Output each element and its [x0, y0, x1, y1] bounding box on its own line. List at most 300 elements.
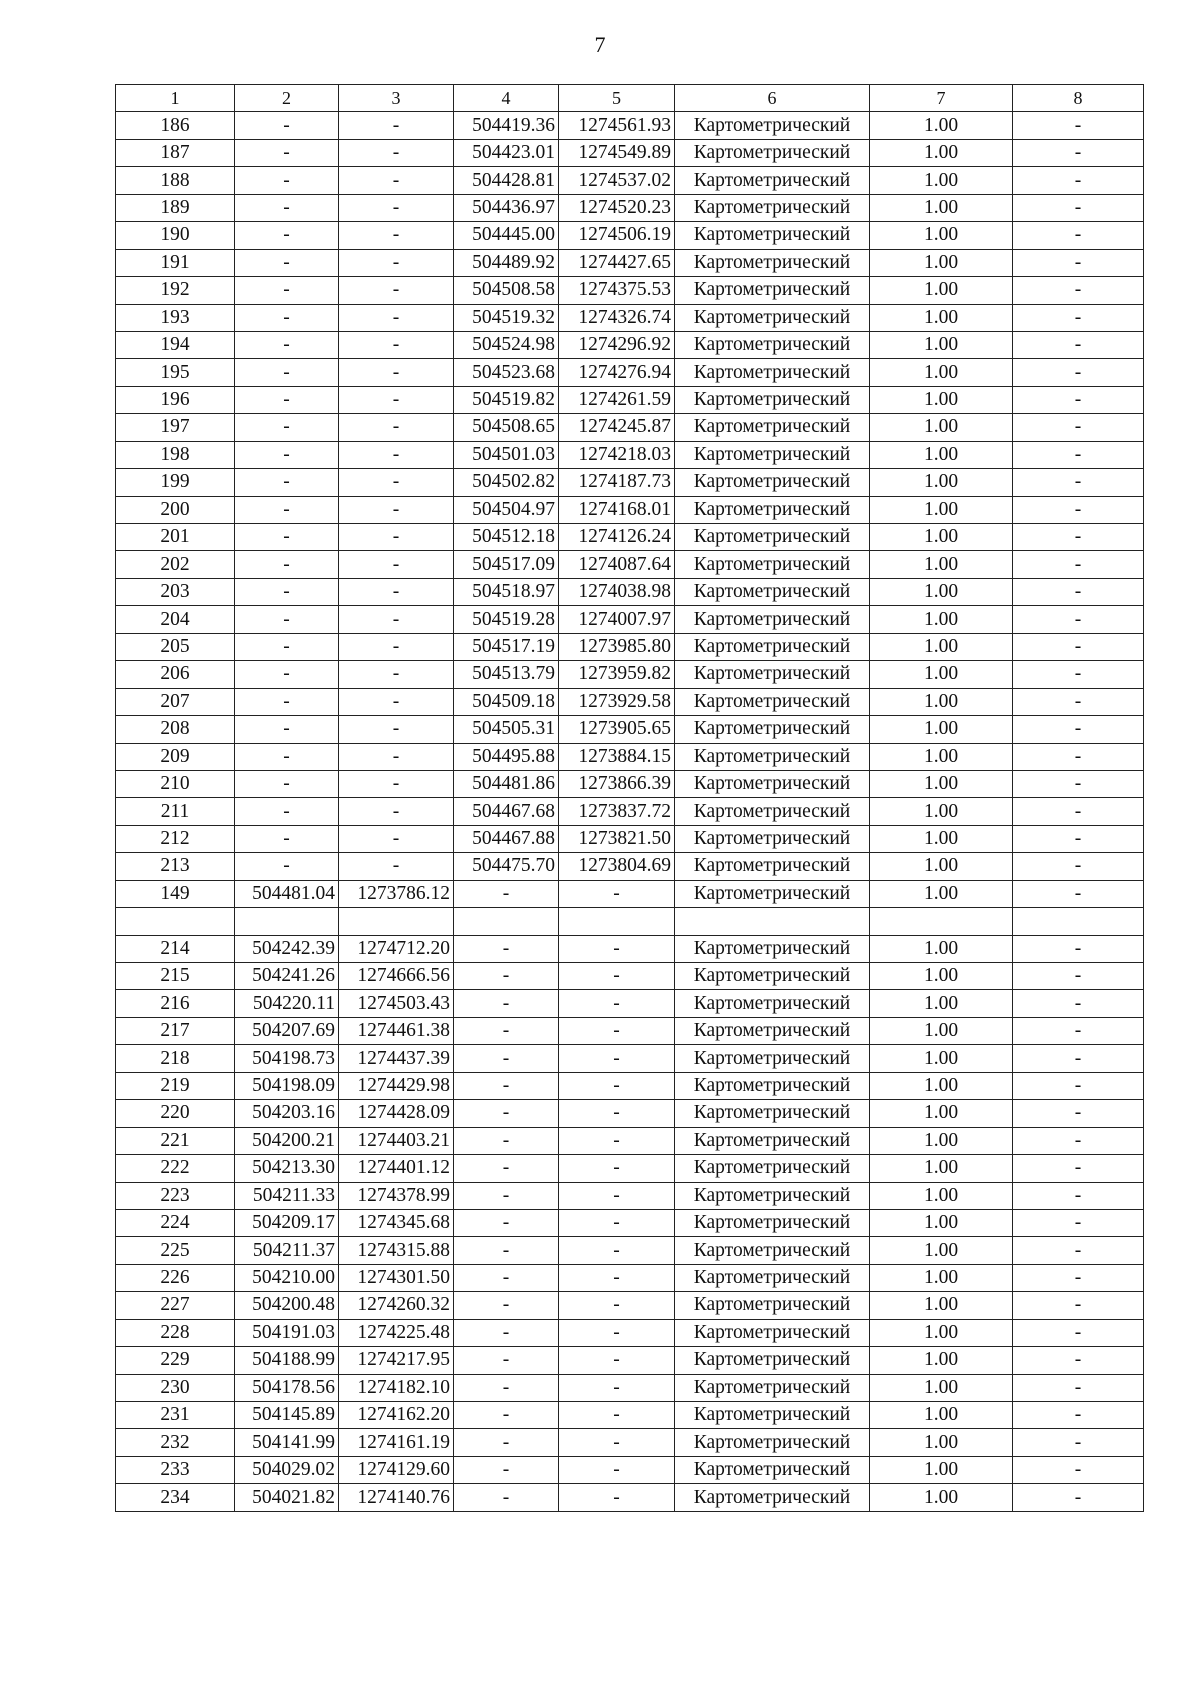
cell-accuracy: 1.00 — [870, 990, 1013, 1017]
cell-description: - — [1013, 770, 1144, 797]
table-row — [116, 935, 1144, 962]
cell-accuracy: 1.00 — [870, 825, 1013, 852]
cell-new-y: 1274520.23 — [559, 194, 675, 221]
cell-method: Картометрический — [675, 1484, 870, 1511]
cell-existing-y: - — [339, 112, 454, 139]
cell-description: - — [1013, 990, 1144, 1017]
cell-point-number: 220 — [116, 1100, 235, 1127]
cell-description: - — [1013, 1072, 1144, 1099]
cell-point-number: 227 — [116, 1292, 235, 1319]
table-row — [116, 524, 1144, 551]
cell-existing-x: - — [235, 222, 339, 249]
cell-description: - — [1013, 578, 1144, 605]
cell-accuracy: 1.00 — [870, 853, 1013, 880]
cell-new-x: 504513.79 — [454, 661, 559, 688]
cell-description: - — [1013, 496, 1144, 523]
cell-new-x: - — [454, 1374, 559, 1401]
cell-new-y: - — [559, 1264, 675, 1291]
cell-new-y: - — [559, 990, 675, 1017]
cell-description: - — [1013, 606, 1144, 633]
cell-method: Картометрический — [675, 1402, 870, 1429]
cell-point-number: 216 — [116, 990, 235, 1017]
cell-accuracy: 1.00 — [870, 167, 1013, 194]
cell-description: - — [1013, 1127, 1144, 1154]
table-row — [116, 661, 1144, 688]
cell-new-x: - — [454, 1292, 559, 1319]
cell-new-y: - — [559, 1127, 675, 1154]
table-row — [116, 469, 1144, 496]
table-row — [116, 1374, 1144, 1401]
cell-new-y: - — [559, 963, 675, 990]
table-row — [116, 1429, 1144, 1456]
cell-point-number: 209 — [116, 743, 235, 770]
cell-existing-x: - — [235, 277, 339, 304]
cell-new-y: 1273804.69 — [559, 853, 675, 880]
cell-point-number: 189 — [116, 194, 235, 221]
cell-method: Картометрический — [675, 469, 870, 496]
cell-method: Картометрический — [675, 1456, 870, 1483]
cell-existing-x: - — [235, 551, 339, 578]
cell-method: Картометрический — [675, 1045, 870, 1072]
cell-existing-y: 1274140.76 — [339, 1484, 454, 1511]
cell-existing-x: - — [235, 770, 339, 797]
cell-existing-y: - — [339, 633, 454, 660]
cell-existing-x: - — [235, 716, 339, 743]
cell-new-y — [559, 908, 675, 935]
cell-new-x: - — [454, 1347, 559, 1374]
cell-existing-y: 1274429.98 — [339, 1072, 454, 1099]
cell-existing-x: 504203.16 — [235, 1100, 339, 1127]
cell-method — [675, 908, 870, 935]
cell-point-number: 233 — [116, 1456, 235, 1483]
table-row — [116, 743, 1144, 770]
cell-point-number: 234 — [116, 1484, 235, 1511]
cell-point-number: 202 — [116, 551, 235, 578]
cell-existing-y: - — [339, 853, 454, 880]
header-cell-3: 3 — [339, 85, 454, 112]
cell-accuracy: 1.00 — [870, 1484, 1013, 1511]
cell-method: Картометрический — [675, 578, 870, 605]
cell-new-x: 504517.19 — [454, 633, 559, 660]
cell-description: - — [1013, 414, 1144, 441]
cell-new-x: 504523.68 — [454, 359, 559, 386]
cell-method: Картометрический — [675, 1209, 870, 1236]
cell-description: - — [1013, 1319, 1144, 1346]
cell-accuracy: 1.00 — [870, 606, 1013, 633]
cell-point-number: 225 — [116, 1237, 235, 1264]
cell-new-x: - — [454, 990, 559, 1017]
cell-description: - — [1013, 1264, 1144, 1291]
cell-existing-x: - — [235, 304, 339, 331]
table-row — [116, 963, 1144, 990]
cell-new-x: - — [454, 935, 559, 962]
cell-description: - — [1013, 1347, 1144, 1374]
cell-new-y: 1273884.15 — [559, 743, 675, 770]
cell-new-y: - — [559, 1209, 675, 1236]
cell-description: - — [1013, 633, 1144, 660]
cell-accuracy: 1.00 — [870, 716, 1013, 743]
table-row — [116, 414, 1144, 441]
cell-accuracy: 1.00 — [870, 798, 1013, 825]
cell-description: - — [1013, 661, 1144, 688]
cell-existing-y: 1274301.50 — [339, 1264, 454, 1291]
cell-method: Картометрический — [675, 1264, 870, 1291]
cell-existing-x: 504207.69 — [235, 1017, 339, 1044]
cell-accuracy: 1.00 — [870, 249, 1013, 276]
cell-new-x: 504519.28 — [454, 606, 559, 633]
cell-accuracy: 1.00 — [870, 222, 1013, 249]
table-row — [116, 222, 1144, 249]
cell-accuracy: 1.00 — [870, 1209, 1013, 1236]
cell-new-y: - — [559, 1484, 675, 1511]
cell-description: - — [1013, 1292, 1144, 1319]
cell-point-number: 232 — [116, 1429, 235, 1456]
cell-existing-y: 1274260.32 — [339, 1292, 454, 1319]
cell-existing-x: - — [235, 139, 339, 166]
cell-new-x: - — [454, 1045, 559, 1072]
cell-existing-y: - — [339, 194, 454, 221]
cell-existing-y: - — [339, 798, 454, 825]
cell-accuracy: 1.00 — [870, 139, 1013, 166]
header-row — [116, 85, 1144, 112]
cell-point-number: 219 — [116, 1072, 235, 1099]
cell-new-x: - — [454, 880, 559, 907]
table-row — [116, 167, 1144, 194]
table-row — [116, 386, 1144, 413]
cell-existing-x: - — [235, 469, 339, 496]
cell-existing-y: - — [339, 825, 454, 852]
cell-description: - — [1013, 304, 1144, 331]
cell-method: Картометрический — [675, 277, 870, 304]
cell-accuracy: 1.00 — [870, 1347, 1013, 1374]
cell-point-number: 230 — [116, 1374, 235, 1401]
cell-point-number: 192 — [116, 277, 235, 304]
cell-new-y: - — [559, 1182, 675, 1209]
cell-description: - — [1013, 386, 1144, 413]
cell-point-number: 205 — [116, 633, 235, 660]
cell-new-y: 1273985.80 — [559, 633, 675, 660]
cell-method: Картометрический — [675, 304, 870, 331]
cell-description: - — [1013, 1100, 1144, 1127]
cell-accuracy: 1.00 — [870, 304, 1013, 331]
cell-new-y: - — [559, 1237, 675, 1264]
cell-new-x: 504504.97 — [454, 496, 559, 523]
cell-new-x: 504428.81 — [454, 167, 559, 194]
cell-new-y: 1274007.97 — [559, 606, 675, 633]
cell-method: Картометрический — [675, 1182, 870, 1209]
cell-existing-y: - — [339, 661, 454, 688]
cell-new-y: - — [559, 1402, 675, 1429]
cell-existing-y: 1274315.88 — [339, 1237, 454, 1264]
cell-existing-y: - — [339, 249, 454, 276]
cell-accuracy: 1.00 — [870, 1429, 1013, 1456]
cell-point-number: 215 — [116, 963, 235, 990]
cell-existing-x: - — [235, 414, 339, 441]
cell-existing-x: - — [235, 825, 339, 852]
cell-description: - — [1013, 1209, 1144, 1236]
cell-accuracy — [870, 908, 1013, 935]
table-row — [116, 770, 1144, 797]
cell-method: Картометрический — [675, 1347, 870, 1374]
table-row — [116, 359, 1144, 386]
cell-description: - — [1013, 524, 1144, 551]
table-row — [116, 551, 1144, 578]
cell-new-y: - — [559, 1045, 675, 1072]
cell-point-number: 212 — [116, 825, 235, 852]
cell-new-y: 1274506.19 — [559, 222, 675, 249]
cell-method: Картометрический — [675, 853, 870, 880]
cell-description: - — [1013, 222, 1144, 249]
cell-new-y: 1273837.72 — [559, 798, 675, 825]
cell-point-number: 197 — [116, 414, 235, 441]
cell-description: - — [1013, 277, 1144, 304]
cell-new-x: - — [454, 1100, 559, 1127]
table-row — [116, 853, 1144, 880]
cell-point-number: 207 — [116, 688, 235, 715]
table-row — [116, 1319, 1144, 1346]
cell-existing-x: - — [235, 661, 339, 688]
cell-existing-x: - — [235, 853, 339, 880]
cell-method: Картометрический — [675, 688, 870, 715]
cell-accuracy: 1.00 — [870, 551, 1013, 578]
cell-new-x: - — [454, 1209, 559, 1236]
cell-point-number: 208 — [116, 716, 235, 743]
table-row — [116, 1402, 1144, 1429]
cell-new-y: 1273866.39 — [559, 770, 675, 797]
cell-new-y: - — [559, 1456, 675, 1483]
cell-description: - — [1013, 798, 1144, 825]
cell-description: - — [1013, 167, 1144, 194]
header-cell-7: 7 — [870, 85, 1013, 112]
cell-method: Картометрический — [675, 441, 870, 468]
cell-new-x — [454, 908, 559, 935]
table-row — [116, 1100, 1144, 1127]
cell-point-number: 196 — [116, 386, 235, 413]
cell-existing-y: - — [339, 331, 454, 358]
cell-existing-y: 1274378.99 — [339, 1182, 454, 1209]
cell-existing-x: 504178.56 — [235, 1374, 339, 1401]
cell-existing-y: 1274437.39 — [339, 1045, 454, 1072]
cell-description — [1013, 908, 1144, 935]
table-row — [116, 1017, 1144, 1044]
cell-existing-x: 504141.99 — [235, 1429, 339, 1456]
cell-accuracy: 1.00 — [870, 1456, 1013, 1483]
cell-method: Картометрический — [675, 990, 870, 1017]
cell-point-number: 217 — [116, 1017, 235, 1044]
cell-new-x: 504501.03 — [454, 441, 559, 468]
cell-method: Картометрический — [675, 386, 870, 413]
cell-accuracy: 1.00 — [870, 1319, 1013, 1346]
cell-method: Картометрический — [675, 551, 870, 578]
cell-method: Картометрический — [675, 139, 870, 166]
cell-new-y: - — [559, 1429, 675, 1456]
cell-accuracy: 1.00 — [870, 935, 1013, 962]
cell-existing-y: 1274182.10 — [339, 1374, 454, 1401]
cell-description: - — [1013, 249, 1144, 276]
cell-new-y: 1274218.03 — [559, 441, 675, 468]
cell-existing-y: 1274403.21 — [339, 1127, 454, 1154]
cell-new-x: - — [454, 1484, 559, 1511]
cell-accuracy: 1.00 — [870, 1402, 1013, 1429]
cell-new-y: 1274296.92 — [559, 331, 675, 358]
cell-method: Картометрический — [675, 1100, 870, 1127]
cell-method: Картометрический — [675, 743, 870, 770]
table-row — [116, 908, 1144, 935]
cell-existing-x: - — [235, 331, 339, 358]
cell-description: - — [1013, 1456, 1144, 1483]
cell-point-number: 199 — [116, 469, 235, 496]
table-row — [116, 1045, 1144, 1072]
cell-point-number: 149 — [116, 880, 235, 907]
cell-point-number: 228 — [116, 1319, 235, 1346]
cell-new-y: - — [559, 1319, 675, 1346]
cell-existing-y: 1274503.43 — [339, 990, 454, 1017]
cell-accuracy: 1.00 — [870, 1155, 1013, 1182]
table-row — [116, 1182, 1144, 1209]
cell-method: Картометрический — [675, 825, 870, 852]
cell-accuracy: 1.00 — [870, 743, 1013, 770]
cell-method: Картометрический — [675, 1155, 870, 1182]
cell-point-number: 226 — [116, 1264, 235, 1291]
cell-method: Картометрический — [675, 359, 870, 386]
cell-new-y: - — [559, 1072, 675, 1099]
table-row — [116, 331, 1144, 358]
cell-description: - — [1013, 1237, 1144, 1264]
cell-point-number: 190 — [116, 222, 235, 249]
cell-new-y: - — [559, 935, 675, 962]
cell-method: Картометрический — [675, 963, 870, 990]
cell-accuracy: 1.00 — [870, 1237, 1013, 1264]
cell-description: - — [1013, 331, 1144, 358]
cell-accuracy: 1.00 — [870, 359, 1013, 386]
cell-new-y: 1273821.50 — [559, 825, 675, 852]
cell-method: Картометрический — [675, 1237, 870, 1264]
cell-accuracy: 1.00 — [870, 661, 1013, 688]
cell-existing-y: - — [339, 743, 454, 770]
cell-existing-x: - — [235, 688, 339, 715]
cell-new-x: - — [454, 1127, 559, 1154]
table-row — [116, 249, 1144, 276]
cell-existing-x: 504029.02 — [235, 1456, 339, 1483]
cell-existing-x: 504209.17 — [235, 1209, 339, 1236]
cell-accuracy: 1.00 — [870, 1072, 1013, 1099]
cell-accuracy: 1.00 — [870, 441, 1013, 468]
cell-existing-y: 1274428.09 — [339, 1100, 454, 1127]
cell-new-x: 504519.32 — [454, 304, 559, 331]
cell-point-number: 210 — [116, 770, 235, 797]
cell-point-number: 231 — [116, 1402, 235, 1429]
cell-method: Картометрический — [675, 414, 870, 441]
cell-existing-y: - — [339, 496, 454, 523]
table-row — [116, 194, 1144, 221]
table-row — [116, 1209, 1144, 1236]
table-row — [116, 304, 1144, 331]
header-cell-8: 8 — [1013, 85, 1144, 112]
cell-new-x: - — [454, 1237, 559, 1264]
cell-accuracy: 1.00 — [870, 112, 1013, 139]
cell-accuracy: 1.00 — [870, 1264, 1013, 1291]
cell-method: Картометрический — [675, 661, 870, 688]
cell-method: Картометрический — [675, 880, 870, 907]
cell-existing-y: 1274129.60 — [339, 1456, 454, 1483]
cell-existing-y: 1274162.20 — [339, 1402, 454, 1429]
cell-description: - — [1013, 1374, 1144, 1401]
cell-method: Картометрический — [675, 112, 870, 139]
cell-existing-x: - — [235, 606, 339, 633]
cell-existing-x: - — [235, 112, 339, 139]
cell-method: Картометрический — [675, 1292, 870, 1319]
cell-description: - — [1013, 1017, 1144, 1044]
table-row — [116, 633, 1144, 660]
cell-existing-x: 504213.30 — [235, 1155, 339, 1182]
cell-description: - — [1013, 963, 1144, 990]
cell-existing-y: 1274217.95 — [339, 1347, 454, 1374]
cell-new-x: 504524.98 — [454, 331, 559, 358]
cell-method: Картометрический — [675, 167, 870, 194]
cell-existing-y: - — [339, 716, 454, 743]
cell-existing-y: - — [339, 222, 454, 249]
cell-existing-x: 504211.37 — [235, 1237, 339, 1264]
cell-new-x: 504509.18 — [454, 688, 559, 715]
table-row — [116, 578, 1144, 605]
cell-method: Картометрический — [675, 194, 870, 221]
cell-description: - — [1013, 112, 1144, 139]
cell-accuracy: 1.00 — [870, 770, 1013, 797]
cell-existing-x: - — [235, 743, 339, 770]
table-row — [116, 798, 1144, 825]
cell-accuracy: 1.00 — [870, 524, 1013, 551]
cell-existing-x: - — [235, 496, 339, 523]
cell-existing-y: - — [339, 578, 454, 605]
cell-point-number: 223 — [116, 1182, 235, 1209]
cell-new-y: 1274561.93 — [559, 112, 675, 139]
cell-existing-y: 1274161.19 — [339, 1429, 454, 1456]
cell-accuracy: 1.00 — [870, 277, 1013, 304]
cell-method: Картометрический — [675, 1017, 870, 1044]
cell-new-x: 504419.36 — [454, 112, 559, 139]
cell-new-x: - — [454, 1319, 559, 1346]
table-row — [116, 139, 1144, 166]
cell-new-y: 1273959.82 — [559, 661, 675, 688]
cell-method: Картометрический — [675, 1127, 870, 1154]
cell-description: - — [1013, 551, 1144, 578]
cell-existing-x: 504191.03 — [235, 1319, 339, 1346]
cell-description: - — [1013, 853, 1144, 880]
cell-existing-x: 504188.99 — [235, 1347, 339, 1374]
table-row — [116, 825, 1144, 852]
cell-existing-x: 504200.21 — [235, 1127, 339, 1154]
cell-method: Картометрический — [675, 770, 870, 797]
cell-description: - — [1013, 1484, 1144, 1511]
cell-existing-x: - — [235, 249, 339, 276]
cell-existing-x: 504145.89 — [235, 1402, 339, 1429]
cell-new-x: 504508.58 — [454, 277, 559, 304]
cell-new-x: - — [454, 1155, 559, 1182]
cell-point-number: 194 — [116, 331, 235, 358]
cell-new-y: - — [559, 1347, 675, 1374]
cell-new-x: 504445.00 — [454, 222, 559, 249]
cell-new-x: 504436.97 — [454, 194, 559, 221]
cell-existing-x: - — [235, 359, 339, 386]
cell-new-x: 504518.97 — [454, 578, 559, 605]
table-row — [116, 1264, 1144, 1291]
cell-point-number: 198 — [116, 441, 235, 468]
page-number: 7 — [594, 32, 606, 57]
cell-new-y: 1274261.59 — [559, 386, 675, 413]
cell-new-x: - — [454, 1264, 559, 1291]
cell-accuracy: 1.00 — [870, 1017, 1013, 1044]
cell-new-x: 504481.86 — [454, 770, 559, 797]
